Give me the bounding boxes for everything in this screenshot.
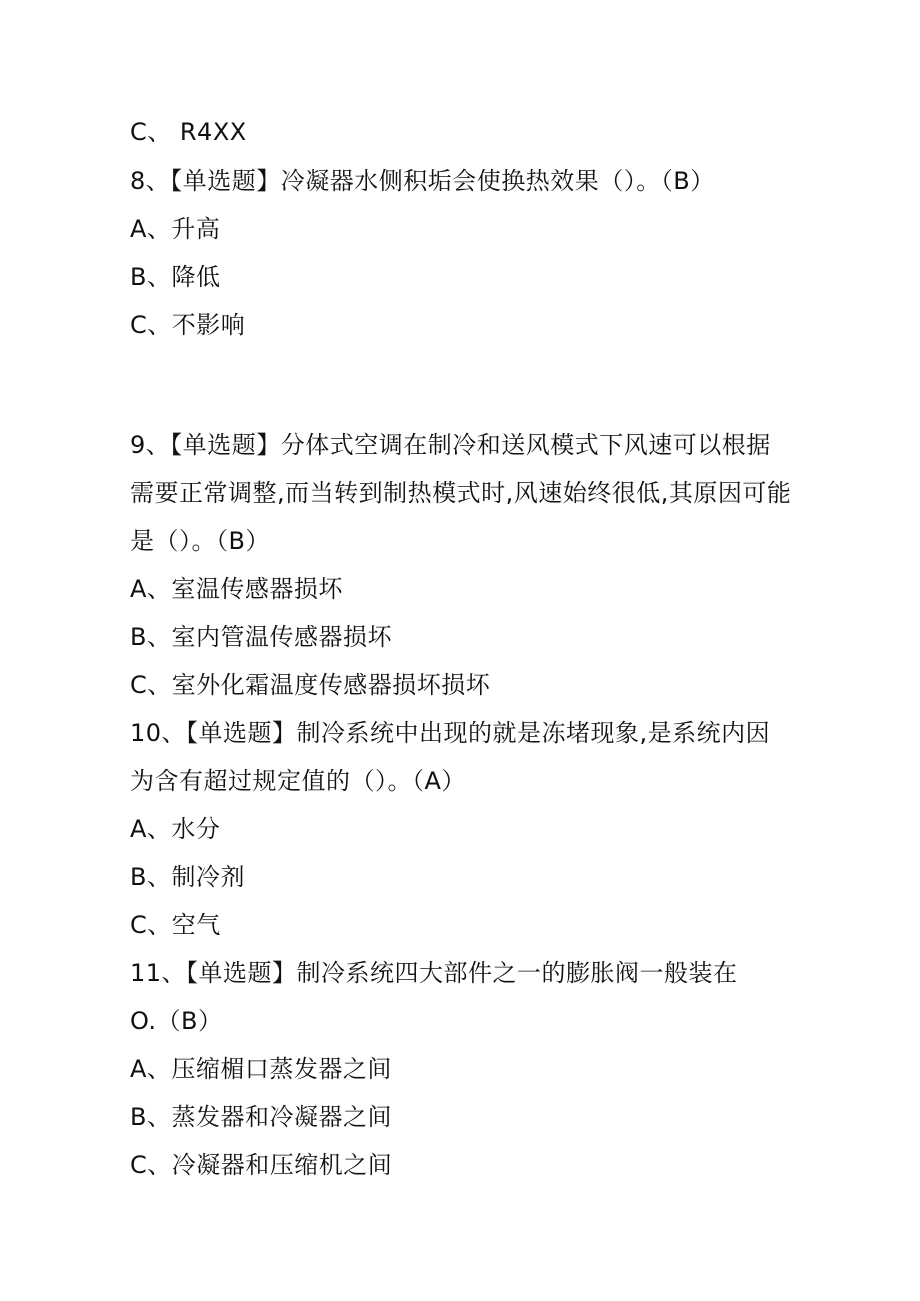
q10-option-a: A、水分 — [130, 815, 221, 843]
q10-option-b: B、制冷剂 — [130, 863, 245, 891]
q9-option-c: C、室外化霜温度传感器损坏损坏 — [130, 671, 491, 699]
q11-option-c: C、冷凝器和压缩机之间 — [130, 1151, 393, 1179]
q9-stem-line-1: 9、【单选题】分体式空调在制冷和送风模式下风速可以根据 — [130, 431, 771, 459]
q9-option-b: B、室内管温传感器损坏 — [130, 623, 392, 651]
q10-option-c: C、空气 — [130, 911, 221, 939]
q11-option-a: A、压缩楣口蒸发器之间 — [130, 1055, 392, 1083]
q7-option-c: C、 R4XX — [130, 118, 247, 146]
q10-stem-line-1: 10、【单选题】制冷系统中出现的就是冻堵现象,是系统内因 — [130, 719, 771, 747]
q8-option-b: B、降低 — [130, 263, 221, 291]
q8-option-c: C、不影响 — [130, 311, 246, 339]
q11-stem-line-1: 11、【单选题】制冷系统四大部件之一的膨胀阀一般装在 — [130, 959, 738, 987]
q9-stem-line-2: 需要正常调整,而当转到制热模式时,风速始终很低,其原因可能 — [130, 479, 792, 507]
q10-stem-line-2: 为含有超过规定值的（）。（A） — [130, 767, 466, 795]
q11-option-b: B、蒸发器和冷凝器之间 — [130, 1103, 392, 1131]
q9-option-a: A、室温传感器损坏 — [130, 575, 343, 603]
q9-stem-line-3: 是（）。（B） — [130, 527, 270, 555]
q8-option-a: A、升高 — [130, 215, 221, 243]
q11-stem-line-2: O.（B） — [130, 1007, 223, 1035]
q8-stem: 8、【单选题】冷凝器水侧积垢会使换热效果（）。（B） — [130, 167, 715, 195]
